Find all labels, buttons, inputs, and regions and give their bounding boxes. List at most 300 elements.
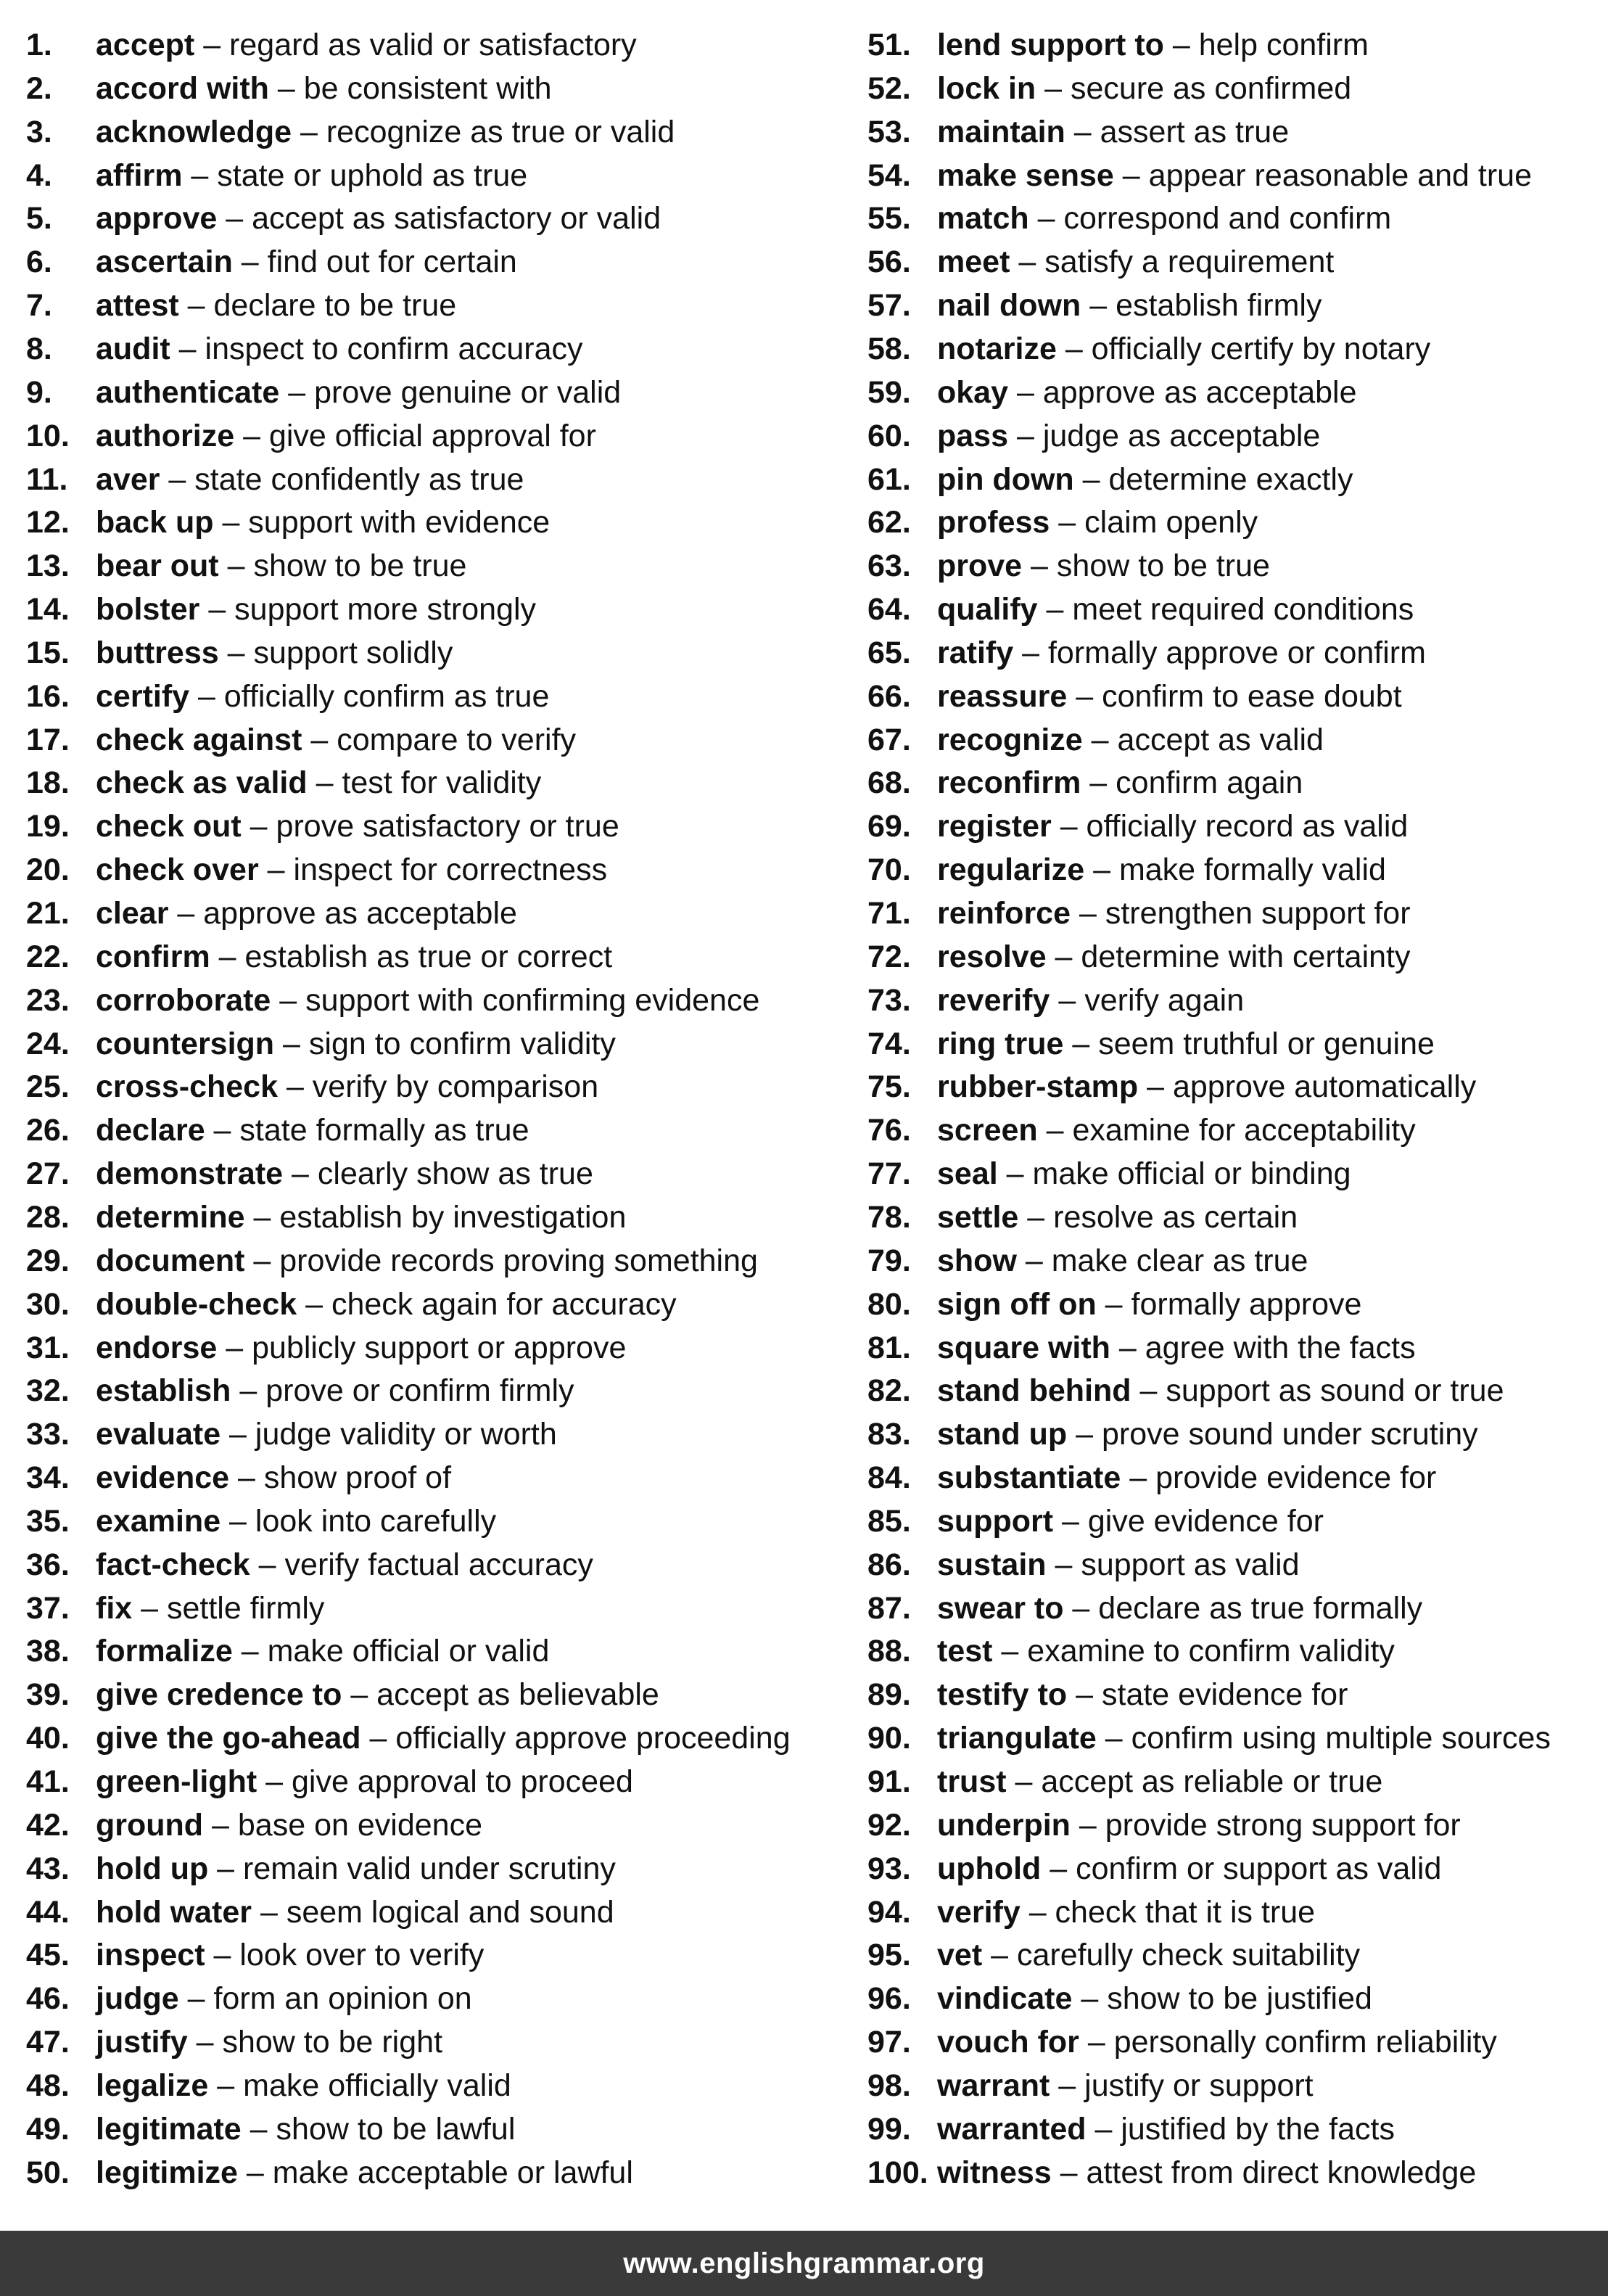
list-item-definition: – establish by investigation [244, 1199, 627, 1235]
list-item-text [937, 23, 1369, 67]
list-item-number: 17. [26, 722, 70, 757]
list-item-term: uphold [937, 1851, 1042, 1886]
list-item-number: 3. [26, 114, 52, 149]
list-item-term: make sense [937, 157, 1114, 193]
list-item-number: 78. [867, 1199, 911, 1235]
list-item-definition: – check again for accuracy [297, 1286, 677, 1322]
list-item-term: aver [96, 461, 160, 497]
list-item-number: 97. [867, 2025, 911, 2060]
list-item-term: vet [937, 1938, 983, 1973]
list-item-number: 45. [26, 1938, 70, 1973]
list-item-definition: – approve automatically [1138, 1069, 1477, 1105]
list-item-number: 63. [867, 548, 911, 584]
list-item-text [937, 979, 1244, 1022]
list-item-definition: – judge as acceptable [1008, 418, 1321, 453]
list-item-term: reinforce [937, 896, 1071, 931]
list-item-definition: – secure as confirmed [1036, 70, 1352, 106]
list-item-definition: – be consistent with [268, 70, 552, 106]
list-item-definition: – give approval to proceed [257, 1764, 633, 1799]
list-item-text [937, 1716, 1551, 1760]
list-item-number: 35. [26, 1503, 70, 1539]
list-item-definition: – provide strong support for [1070, 1807, 1461, 1843]
list-item-number: 87. [867, 1590, 911, 1626]
list-item-definition: – make official or valid [232, 1634, 550, 1669]
list-item-definition: – accept as reliable or true [1006, 1764, 1383, 1799]
list-item-definition: – make acceptable or lawful [237, 2155, 633, 2190]
list-item-text [96, 1760, 633, 1803]
list-item-number: 54. [867, 157, 911, 193]
list-item-term: check over [96, 852, 259, 888]
list-item-text [937, 197, 1391, 240]
list-item-text [96, 1673, 659, 1716]
list-item-term: authenticate [96, 374, 280, 410]
list-item-number: 30. [26, 1286, 70, 1322]
list-item-term: cross-check [96, 1069, 278, 1105]
list-item-term: meet [937, 244, 1010, 280]
list-item-term: prove [937, 548, 1023, 584]
list-item-term: notarize [937, 331, 1057, 366]
list-item-text [937, 718, 1324, 762]
list-item-text [96, 1369, 574, 1412]
list-item-number: 11. [26, 461, 68, 497]
list-item-definition: – accept as believable [342, 1677, 659, 1713]
list-item-text [96, 1108, 529, 1152]
list-item-term: screen [937, 1113, 1038, 1148]
list-item-number: 53. [867, 114, 911, 149]
list-item-term: certify [96, 678, 190, 714]
list-item-definition: – state or uphold as true [182, 157, 528, 193]
list-item-definition: – prove sound under scrutiny [1067, 1417, 1478, 1452]
list-item-number: 95. [867, 1938, 911, 1973]
list-item-text [96, 1022, 616, 1066]
list-item-number: 82. [867, 1373, 911, 1409]
list-item-text [937, 1760, 1382, 1803]
list-item-number: 81. [867, 1330, 911, 1365]
list-item-term: corroborate [96, 982, 271, 1018]
list-item-number: 34. [26, 1460, 70, 1496]
list-item-definition: – determine with certainty [1046, 939, 1411, 974]
list-item-definition: – approve as acceptable [1008, 374, 1357, 410]
list-item-definition: – attest from direct knowledge [1051, 2155, 1477, 2190]
list-item-number: 74. [867, 1026, 911, 1061]
list-item-text [96, 675, 549, 718]
list-item-term: lock in [937, 70, 1036, 106]
list-item-definition: – assert as true [1065, 114, 1290, 149]
list-item-definition: – establish as true or correct [210, 939, 613, 974]
list-item-number: 26. [26, 1113, 70, 1148]
list-item-number: 79. [867, 1243, 911, 1278]
list-item-text [96, 544, 466, 588]
list-item-definition: – justified by the facts [1086, 2111, 1395, 2147]
list-item-term: check as valid [96, 765, 308, 801]
list-item-text [937, 1673, 1348, 1716]
list-item-definition: – regard as valid or satisfactory [194, 28, 637, 62]
list-item-definition: – make formally valid [1084, 852, 1386, 888]
list-item-text [96, 718, 576, 762]
list-item-text [937, 1890, 1315, 1934]
list-item-number: 24. [26, 1026, 70, 1061]
list-item-text [96, 1847, 616, 1890]
list-item-number: 92. [867, 1807, 911, 1843]
list-item-text [96, 935, 612, 979]
list-item-text [937, 1108, 1416, 1152]
list-item-term: hold water [96, 1894, 252, 1930]
list-item-definition: – confirm to ease doubt [1067, 678, 1402, 714]
list-item-text [937, 501, 1258, 544]
list-item-number: 50. [26, 2155, 70, 2190]
list-item-text [937, 2107, 1395, 2151]
list-item-term: bolster [96, 592, 200, 628]
list-item-definition: – carefully check suitability [982, 1938, 1361, 1973]
list-item-number: 59. [867, 374, 911, 410]
list-item-number: 32. [26, 1373, 70, 1409]
list-item-number: 27. [26, 1156, 70, 1192]
list-item-term: swear to [937, 1590, 1064, 1626]
list-item-text [937, 588, 1414, 631]
list-item-text [96, 979, 759, 1022]
list-item-text [96, 1239, 758, 1283]
list-item-number: 83. [867, 1417, 911, 1452]
list-item-term: lend support to [937, 28, 1164, 62]
list-item-term: accept [96, 28, 195, 62]
list-item-text [96, 1890, 614, 1934]
list-item-definition: – meet required conditions [1037, 592, 1414, 628]
list-item-definition: – declare as true formally [1063, 1590, 1423, 1626]
list-item-term: check against [96, 722, 302, 757]
list-item-term: triangulate [937, 1721, 1097, 1756]
list-item-definition: – claim openly [1050, 505, 1258, 540]
list-item-number: 80. [867, 1286, 911, 1322]
list-item-number: 61. [867, 461, 911, 497]
list-item-number: 91. [867, 1764, 911, 1799]
list-item-number: 12. [26, 505, 70, 540]
list-item-definition: – support as sound or true [1131, 1373, 1504, 1409]
list-item-definition: – officially certify by notary [1056, 331, 1431, 366]
list-item-number: 28. [26, 1199, 70, 1235]
list-item-number: 93. [867, 1851, 911, 1886]
list-item-definition: – accept as satisfactory or valid [217, 201, 661, 236]
list-item-number: 10. [26, 418, 70, 453]
list-item-term: substantiate [937, 1460, 1121, 1496]
list-item-text [937, 154, 1532, 197]
list-item-definition: – show to be true [218, 548, 467, 584]
list-item-number: 18. [26, 765, 70, 801]
list-item-term: warrant [937, 2067, 1050, 2103]
list-item-number: 62. [867, 505, 911, 540]
list-item-term: witness [937, 2155, 1052, 2190]
list-item-number: 38. [26, 1634, 70, 1669]
list-item-text [96, 23, 637, 67]
list-item-definition: – provide records proving something [244, 1243, 758, 1278]
list-item-text [96, 1152, 593, 1196]
list-item-text [96, 501, 550, 544]
list-item-number: 16. [26, 678, 70, 714]
list-item-term: testify to [937, 1677, 1068, 1713]
list-item-text [937, 848, 1386, 892]
list-item-term: pass [937, 418, 1009, 453]
list-item-number: 73. [867, 982, 911, 1018]
list-item-definition: – prove satisfactory or true [241, 809, 619, 844]
list-item-term: nail down [937, 288, 1081, 324]
list-item-term: give credence to [96, 1677, 342, 1713]
list-item-number: 13. [26, 548, 70, 584]
list-item-definition: – approve as acceptable [168, 896, 517, 931]
list-item-text [937, 240, 1334, 284]
list-item-text [937, 1977, 1372, 2020]
list-item-text [96, 1412, 557, 1456]
list-item-definition: – seem logical and sound [252, 1894, 614, 1930]
list-item-definition: – state formally as true [205, 1113, 529, 1148]
list-item-text [937, 284, 1322, 327]
list-item-number: 22. [26, 939, 70, 974]
list-item-definition: – show proof of [229, 1460, 452, 1496]
list-item-definition: – make clear as true [1016, 1243, 1308, 1278]
list-item-text [96, 197, 661, 240]
list-item-definition: – resolve as certain [1018, 1199, 1298, 1235]
list-item-text [937, 935, 1411, 979]
list-item-definition: – make officially valid [208, 2067, 511, 2103]
list-item-term: endorse [96, 1330, 218, 1365]
list-item-term: trust [937, 1764, 1007, 1799]
list-item-number: 68. [867, 765, 911, 801]
list-item-number: 52. [867, 70, 911, 106]
list-item-term: confirm [96, 939, 210, 974]
list-item-term: test [937, 1634, 993, 1669]
list-item-definition: – agree with the facts [1110, 1330, 1416, 1365]
list-item-text [96, 1499, 496, 1543]
list-item-term: ratify [937, 635, 1014, 670]
list-item-definition: – formally approve or confirm [1013, 635, 1426, 670]
list-item-definition: – personally confirm reliability [1079, 2025, 1497, 2060]
list-item-text [96, 588, 536, 631]
list-item-term: recognize [937, 722, 1083, 757]
list-item-number: 89. [867, 1677, 911, 1713]
list-item-text [937, 1369, 1504, 1412]
list-item-number: 55. [867, 201, 911, 236]
list-item-text [937, 1283, 1361, 1326]
list-item-term: reassure [937, 678, 1068, 714]
list-item-term: inspect [96, 1938, 205, 1973]
list-item-term: back up [96, 505, 214, 540]
list-item-text [937, 1499, 1324, 1543]
list-item-number: 43. [26, 1851, 70, 1886]
list-item-text [96, 240, 517, 284]
list-item-definition: – confirm again [1081, 765, 1303, 801]
list-item-number: 4. [26, 157, 52, 193]
list-item-number: 66. [867, 678, 911, 714]
list-item-term: give the go-ahead [96, 1721, 361, 1756]
list-item-term: sustain [937, 1547, 1047, 1582]
list-item-term: hold up [96, 1851, 209, 1886]
list-item-text [96, 1326, 626, 1370]
list-item-term: register [937, 809, 1052, 844]
list-item-text [96, 458, 524, 501]
list-item-definition: – find out for certain [232, 244, 517, 280]
list-item-text [937, 1847, 1441, 1890]
list-item-number: 40. [26, 1721, 70, 1756]
list-item-definition: – officially confirm as true [189, 678, 550, 714]
list-item-term: document [96, 1243, 245, 1278]
list-item-definition: – formally approve [1096, 1286, 1362, 1322]
list-item-definition: – compare to verify [302, 722, 577, 757]
list-item-term: reverify [937, 982, 1050, 1018]
list-item-number: 1. [26, 28, 52, 62]
list-item-number: 76. [867, 1113, 911, 1148]
list-item-text [937, 67, 1351, 110]
list-item-term: ground [96, 1807, 204, 1843]
list-item-number: 49. [26, 2111, 70, 2147]
list-item-definition: – examine to confirm validity [992, 1634, 1395, 1669]
list-item-term: stand up [937, 1417, 1068, 1452]
list-item-definition: – verify factual accuracy [250, 1547, 593, 1582]
list-item-number: 47. [26, 2025, 70, 2060]
list-item-number: 36. [26, 1547, 70, 1582]
list-item-term: match [937, 201, 1029, 236]
list-item-text [96, 761, 541, 805]
list-item-term: bear out [96, 548, 219, 584]
list-item-number: 69. [867, 809, 911, 844]
list-item-text [96, 1065, 598, 1108]
list-item-definition: – form an opinion on [178, 1981, 472, 2017]
list-item-text [937, 2020, 1497, 2064]
list-item-definition: – settle firmly [132, 1590, 325, 1626]
list-item-definition: – determine exactly [1073, 461, 1353, 497]
list-item-number: 58. [867, 331, 911, 366]
list-item-text [937, 892, 1411, 935]
list-item-term: maintain [937, 114, 1065, 149]
list-item-definition: – inspect for correctness [258, 852, 608, 888]
list-item-number: 71. [867, 896, 911, 931]
list-item-term: judge [96, 1981, 179, 2017]
list-item-term: resolve [937, 939, 1047, 974]
list-item-text [96, 110, 675, 154]
list-item-term: pin down [937, 461, 1074, 497]
list-item-text [937, 2151, 1476, 2194]
list-item-text [96, 631, 453, 675]
list-item-text [937, 1196, 1298, 1239]
list-item-number: 65. [867, 635, 911, 670]
list-item-text [96, 1196, 626, 1239]
list-item-number: 86. [867, 1547, 911, 1582]
list-item-term: fact-check [96, 1547, 250, 1582]
list-item-text [937, 805, 1408, 848]
list-item-number: 6. [26, 244, 52, 280]
list-item-term: rubber-stamp [937, 1069, 1139, 1105]
list-item-term: ascertain [96, 244, 233, 280]
list-item-term: regularize [937, 852, 1085, 888]
list-item-definition: – declare to be true [178, 288, 457, 324]
list-item-text [96, 2020, 442, 2064]
list-item-text [937, 1629, 1395, 1673]
list-item-definition: – justify or support [1050, 2067, 1314, 2103]
list-item-term: attest [96, 288, 179, 324]
list-item-number: 31. [26, 1330, 70, 1365]
list-item-definition: – inspect to confirm accuracy [170, 331, 583, 366]
list-item-definition: – confirm using multiple sources [1096, 1721, 1551, 1756]
list-item-number: 85. [867, 1503, 911, 1539]
list-item-term: legalize [96, 2067, 209, 2103]
list-item-definition: – remain valid under scrutiny [208, 1851, 616, 1886]
list-item-definition: – give official approval for [234, 418, 596, 453]
list-item-number: 75. [867, 1069, 911, 1105]
list-item-definition: – sign to confirm validity [274, 1026, 616, 1061]
list-item-definition: – show to be lawful [241, 2111, 516, 2147]
list-item-number: 44. [26, 1894, 70, 1930]
list-item-definition: – correspond and confirm [1028, 201, 1392, 236]
list-item-definition: – publicly support or approve [217, 1330, 627, 1365]
list-item-definition: – look into carefully [220, 1503, 497, 1539]
list-item-definition: – show to be justified [1072, 1981, 1372, 2017]
list-item-definition: – check that it is true [1020, 1894, 1316, 1930]
list-item-text [937, 327, 1430, 371]
list-item-term: qualify [937, 592, 1038, 628]
list-item-text [96, 1283, 677, 1326]
list-item-term: vindicate [937, 1981, 1073, 2017]
list-item-term: support [937, 1503, 1054, 1539]
list-item-term: buttress [96, 635, 219, 670]
list-item-definition: – confirm or support as valid [1041, 1851, 1442, 1886]
list-item-number: 8. [26, 331, 52, 366]
list-item-text [96, 414, 596, 458]
list-item-text [96, 805, 619, 848]
list-item-definition: – verify by comparison [278, 1069, 599, 1105]
list-item-term: accord with [96, 70, 269, 106]
list-item-term: underpin [937, 1807, 1071, 1843]
footer-website[interactable]: www.englishgrammar.org [623, 2247, 985, 2279]
list-item-text [96, 2107, 515, 2151]
list-item-term: approve [96, 201, 218, 236]
list-item-definition: – show to be right [187, 2025, 443, 2060]
list-item-text [937, 1587, 1422, 1630]
list-item-text [937, 458, 1353, 501]
list-item-text [96, 1933, 484, 1977]
list-item-term: formalize [96, 1634, 233, 1669]
list-item-term: demonstrate [96, 1156, 284, 1192]
list-item-definition: – prove genuine or valid [279, 374, 622, 410]
list-item-number: 88. [867, 1634, 911, 1669]
list-item-text [96, 371, 621, 414]
list-item-number: 15. [26, 635, 70, 670]
list-item-term: square with [937, 1330, 1110, 1365]
list-item-definition: – recognize as true or valid [292, 114, 675, 149]
list-item-number: 84. [867, 1460, 911, 1496]
list-item-text [937, 414, 1320, 458]
list-item-text [937, 2064, 1314, 2107]
list-item-number: 41. [26, 1764, 70, 1799]
list-item-term: declare [96, 1113, 205, 1148]
list-item-definition: – officially approve proceeding [360, 1721, 791, 1756]
list-item-term: fix [96, 1590, 133, 1626]
list-item-term: legitimize [96, 2155, 238, 2190]
list-item-term: clear [96, 896, 169, 931]
list-item-number: 90. [867, 1721, 911, 1756]
list-item-number: 7. [26, 288, 52, 324]
word-list [0, 23, 1608, 2200]
list-item-term: seal [937, 1156, 998, 1192]
list-item-text [96, 848, 607, 892]
list-item-text [937, 1456, 1436, 1499]
list-item-number: 29. [26, 1243, 70, 1278]
list-item-term: check out [96, 809, 242, 844]
list-item-text [937, 1022, 1435, 1066]
list-item-definition: – make official or binding [997, 1156, 1351, 1192]
list-item-term: countersign [96, 1026, 275, 1061]
list-item-text [937, 110, 1289, 154]
list-item-number: 60. [867, 418, 911, 453]
list-item-number: 39. [26, 1677, 70, 1713]
list-item-definition: – support more strongly [199, 592, 537, 628]
list-item-term: establish [96, 1373, 231, 1409]
